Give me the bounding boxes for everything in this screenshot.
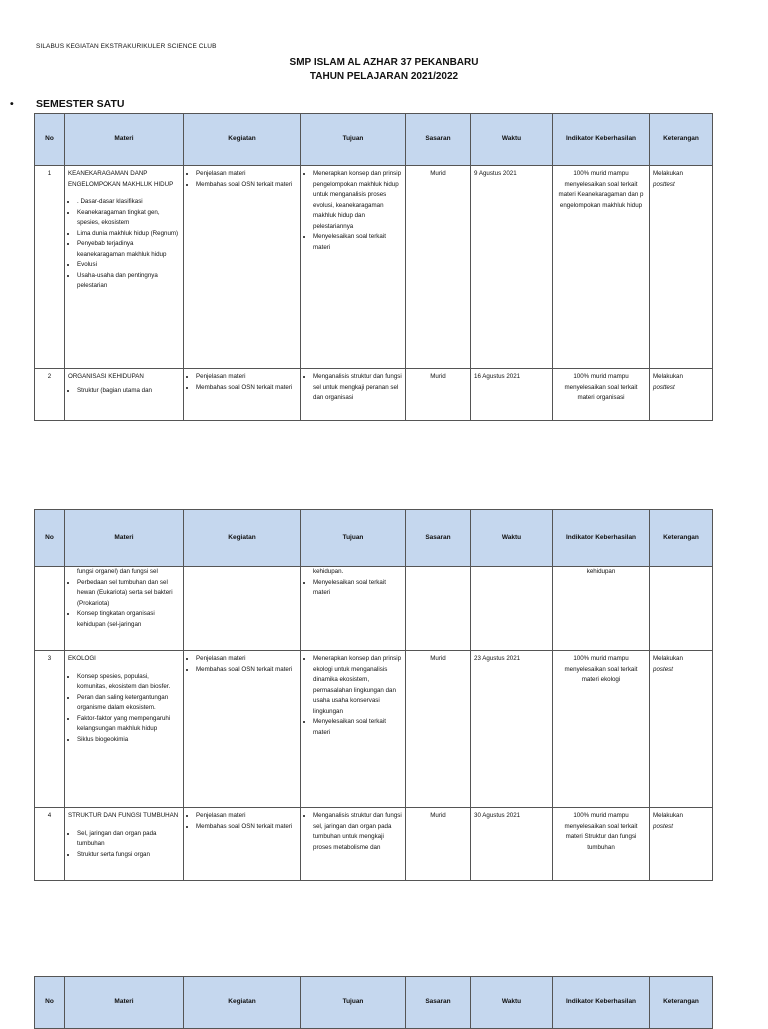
list-item: • Membahas soal OSN terkait materi <box>196 822 297 833</box>
row-keterangan <box>650 808 713 881</box>
row-materi <box>65 808 184 881</box>
keterangan-text: Melakukan <box>653 170 683 177</box>
header-tujuan: Tujuan <box>301 977 406 1029</box>
materi-continued: fungsi organel) dan fungsi sel <box>77 568 158 575</box>
list-item: • Membahas soal OSN terkait materi <box>196 383 297 394</box>
list-item: • Menerapkan konsep dan prinsip pengelompokan makhluk hidup untuk menganalisis proses evolusi, keanekaragaman makhluk hidup dan pelestariannya <box>313 169 402 232</box>
header-no: No <box>35 510 65 567</box>
list-item: • Evolusi <box>77 260 180 271</box>
header-waktu: Waktu <box>471 977 553 1029</box>
header-materi: Materi <box>65 510 184 567</box>
list-item: • Menganalisis struktur dan fungsi sel, jaringan dan organ pada tumbuhan untuk mengkaji proses metabolisme dan <box>313 811 402 853</box>
row-kegiatan <box>184 567 301 651</box>
row-no <box>35 567 65 651</box>
row-waktu: 16 Agustus 2021 <box>471 369 553 421</box>
list-item: • Peran dan saling ketergantungan organisme dalam ekosistem. <box>77 693 180 714</box>
list-item: • Menyelesaikan soal terkait materi <box>313 717 402 738</box>
list-item: • Lima dunia makhluk hidup (Regnum) <box>77 229 180 240</box>
row-tujuan <box>301 369 406 421</box>
row-materi <box>65 166 184 369</box>
table-row <box>35 808 713 881</box>
row-tujuan <box>301 567 406 651</box>
list-item: • Konsep spesies, populasi, komunitas, ekosistem dan biosfer. <box>77 672 180 693</box>
row-no: 3 <box>35 651 65 808</box>
table-header-row <box>35 510 713 567</box>
table-row <box>35 651 713 808</box>
syllabus-table-1 <box>34 113 713 421</box>
list-item: • Membahas soal OSN terkait materi <box>196 180 297 191</box>
semester-heading <box>10 98 124 110</box>
row-materi <box>65 369 184 421</box>
header-sasaran: Sasaran <box>406 977 471 1029</box>
header-waktu: Waktu <box>471 510 553 567</box>
row-indikator: kehidupan <box>553 567 650 651</box>
list-item: • Perbedaan sel tumbuhan dan sel hewan (Eukariota) serta sel bakteri (Prokariota) <box>77 578 180 610</box>
school-name: SMP ISLAM AL AZHAR 37 PEKANBARU <box>289 57 479 68</box>
materi-title: STRUKTUR DAN FUNGSI TUMBUHAN <box>68 812 179 819</box>
bullet-icon: • <box>10 98 14 110</box>
header-keterangan: Keterangan <box>650 114 713 166</box>
row-sasaran: Murid <box>406 166 471 369</box>
list-item: • Menyelesaikan soal terkait materi <box>313 578 402 599</box>
row-keterangan <box>650 166 713 369</box>
list-item: • . Dasar-dasar klasifikasi <box>77 197 180 208</box>
syllabus-table-2 <box>34 509 713 881</box>
header-no: No <box>35 114 65 166</box>
row-indikator: 100% murid mampu menyelesaikan soal terkait materi ekologi <box>553 651 650 808</box>
list-item: • Usaha-usaha dan pentingnya pelestarian <box>77 271 180 292</box>
table-header-row <box>35 114 713 166</box>
keterangan-text: Melakukan <box>653 655 683 662</box>
header-kegiatan: Kegiatan <box>184 114 301 166</box>
list-item: • Penjelasan materi <box>196 169 297 180</box>
row-waktu: 30 Agustus 2021 <box>471 808 553 881</box>
list-item: • Penjelasan materi <box>196 372 297 383</box>
table-row <box>35 567 713 651</box>
header-no: No <box>35 977 65 1029</box>
keterangan-test: postest <box>653 665 673 673</box>
row-waktu: 9 Agustus 2021 <box>471 166 553 369</box>
row-keterangan <box>650 567 713 651</box>
list-item: • Struktur serta fungsi organ <box>77 850 180 861</box>
list-item: • Menyelesaikan soal terkait materi <box>313 232 402 253</box>
row-no: 4 <box>35 808 65 881</box>
row-keterangan <box>650 369 713 421</box>
keterangan-text: Melakukan <box>653 812 683 819</box>
row-waktu: 23 Agustus 2021 <box>471 651 553 808</box>
header-materi: Materi <box>65 114 184 166</box>
row-materi <box>65 651 184 808</box>
row-materi <box>65 567 184 651</box>
row-tujuan <box>301 166 406 369</box>
list-item: • Sel, jaringan dan organ pada tumbuhan <box>77 829 180 850</box>
row-kegiatan <box>184 651 301 808</box>
row-keterangan <box>650 651 713 808</box>
list-item: • Keanekaragaman tingkat gen, spesies, ekosistem <box>77 208 180 229</box>
row-kegiatan <box>184 369 301 421</box>
title-block <box>0 56 768 84</box>
table-row <box>35 166 713 369</box>
academic-year: TAHUN PELAJARAN 2021/2022 <box>309 71 459 82</box>
keterangan-test: posttest <box>653 180 675 188</box>
list-item: • Siklus biogeokimia <box>77 735 180 746</box>
row-tujuan <box>301 808 406 881</box>
row-no: 2 <box>35 369 65 421</box>
header-tujuan: Tujuan <box>301 510 406 567</box>
header-indikator: Indikator Keberhasilan <box>553 977 650 1029</box>
list-item: • Konsep tingkatan organisasi kehidupan (sel-jaringan <box>77 609 180 630</box>
list-item: • Penjelasan materi <box>196 811 297 822</box>
row-indikator: 100% murid mampu menyelesaikan soal terkait materi Keanekaragaman dan p engelompokan makhluk hidup <box>553 166 650 369</box>
list-item: • Penyebab terjadinya keanekaragaman makhluk hidup <box>77 239 180 260</box>
list-item: • Faktor-faktor yang mempengaruhi kelangsungan makhluk hidup <box>77 714 180 735</box>
list-item: • Menerapkan konsep dan prinsip ekologi untuk menganalisis dinamika ekosistem, permasalahan lingkungan dan usaha usaha konservasi lingkungan <box>313 654 402 717</box>
semester-label: SEMESTER SATU <box>36 98 125 110</box>
header-indikator: Indikator Keberhasilan <box>553 114 650 166</box>
row-indikator: 100% murid mampu menyelesaikan soal terkait materi organisasi <box>553 369 650 421</box>
list-item: • Membahas soal OSN terkait materi <box>196 665 297 676</box>
header-keterangan: Keterangan <box>650 510 713 567</box>
header-tujuan: Tujuan <box>301 114 406 166</box>
header-sasaran: Sasaran <box>406 510 471 567</box>
row-waktu <box>471 567 553 651</box>
list-item: • Struktur (bagian utama dan <box>77 386 180 397</box>
keterangan-test: postest <box>653 822 673 830</box>
row-sasaran <box>406 567 471 651</box>
header-indikator: Indikator Keberhasilan <box>553 510 650 567</box>
list-item: • Penjelasan materi <box>196 654 297 665</box>
row-sasaran: Murid <box>406 369 471 421</box>
materi-title: ORGANISASI KEHIDUPAN <box>68 373 144 380</box>
header-kegiatan: Kegiatan <box>184 977 301 1029</box>
row-sasaran: Murid <box>406 651 471 808</box>
document-header-label: SILABUS KEGIATAN EKSTRAKURIKULER SCIENCE CLUB <box>36 43 217 50</box>
row-no: 1 <box>35 166 65 369</box>
header-kegiatan: Kegiatan <box>184 510 301 567</box>
materi-title: EKOLOGI <box>68 655 96 662</box>
header-keterangan: Keterangan <box>650 977 713 1029</box>
header-sasaran: Sasaran <box>406 114 471 166</box>
materi-title: KEANEKARAGAMAN DANP ENGELOMPOKAN MAKHLUK HIDUP <box>68 170 174 188</box>
row-tujuan <box>301 651 406 808</box>
keterangan-text: Melakukan <box>653 373 683 380</box>
tujuan-continued: kehidupan. <box>313 568 344 575</box>
row-kegiatan <box>184 808 301 881</box>
header-materi: Materi <box>65 977 184 1029</box>
row-kegiatan <box>184 166 301 369</box>
header-waktu: Waktu <box>471 114 553 166</box>
table-row <box>35 369 713 421</box>
syllabus-table-3 <box>34 976 713 1029</box>
keterangan-test: posttest <box>653 383 675 391</box>
list-item: • Menganalisis struktur dan fungsi sel untuk mengkaji peranan sel dan organisasi <box>313 372 402 404</box>
table-header-row <box>35 977 713 1029</box>
row-indikator: 100% murid mampu menyelesaikan soal terkait materi Struktur dan fungsi tumbuhan <box>553 808 650 881</box>
row-sasaran: Murid <box>406 808 471 881</box>
